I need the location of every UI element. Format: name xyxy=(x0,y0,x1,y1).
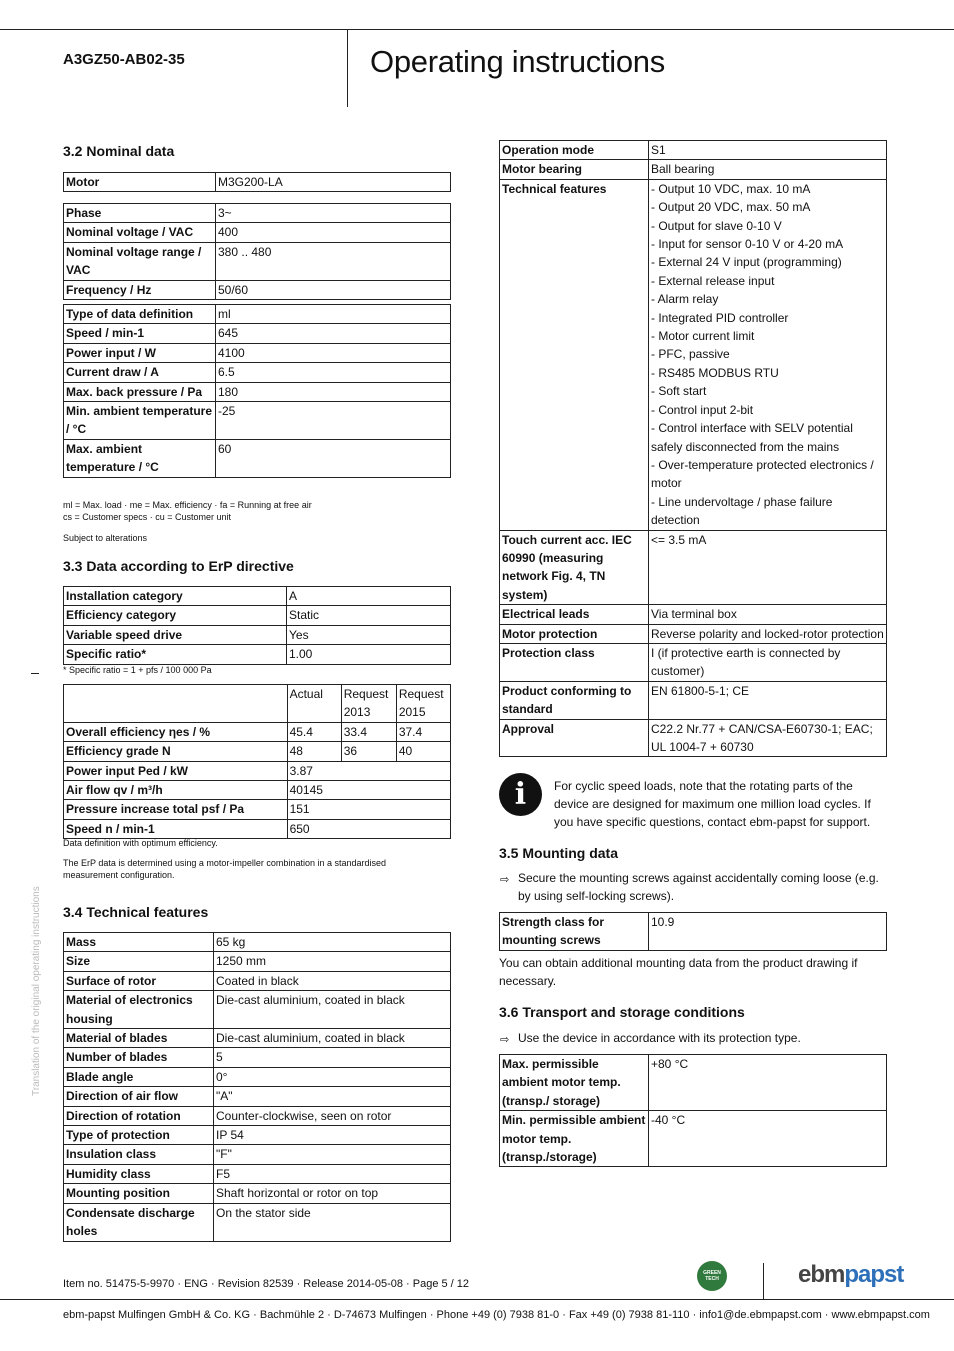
table-row xyxy=(64,343,451,362)
footer-item-line: Item no. 51475-5-9970 · ENG · Revision 82539 · Release 2014-05-08 · Page 5 / 12 xyxy=(63,1278,470,1290)
arrow-bullet-icon: ⇨ xyxy=(500,1034,510,1046)
table-row xyxy=(64,382,451,401)
erp-footnote: * Specific ratio = 1 + pfs / 100 000 Pa xyxy=(63,665,212,675)
row-value: 40 xyxy=(396,742,450,761)
side-caption: Translation of the original operating instructions xyxy=(31,886,42,1096)
info-text: For cyclic speed loads, note that the rotating parts of the device are designed for maximum one million load cycles. If you have specific questions, contact ebm-papst for support. xyxy=(554,779,871,829)
row-label: Blade angle xyxy=(64,1067,214,1086)
row-label: Air flow qv / m³/h xyxy=(64,781,288,800)
row-value: 60 xyxy=(216,439,451,477)
row-value: 645 xyxy=(216,324,451,343)
table-row xyxy=(64,587,451,606)
table-row xyxy=(64,173,451,192)
row-label: Direction of rotation xyxy=(64,1106,214,1125)
row-label: Motor xyxy=(64,173,216,192)
row-value: 3.87 xyxy=(287,761,450,780)
nominal-note-2: cs = Customer specs · cu = Customer unit xyxy=(63,512,232,522)
table-row xyxy=(500,681,887,719)
section-3-6-heading: 3.6 Transport and storage conditions xyxy=(499,1004,745,1020)
footer-company-line: ebm-papst Mulfingen GmbH & Co. KG · Bachmühle 2 · D-74673 Mulfingen · Phone +49 (0) 7938 81-0 · Fax +49 (0) 7938 81-110 · info1@de.ebmpapst.com · www.ebmpapst.com xyxy=(63,1309,930,1321)
table-row xyxy=(500,719,887,757)
row-value: 37.4 xyxy=(396,722,450,741)
row-value: 33.4 xyxy=(341,722,396,741)
table-header-row xyxy=(64,685,451,723)
row-value: 6.5 xyxy=(216,363,451,382)
column-header: Actual xyxy=(287,685,341,723)
table-row xyxy=(64,606,451,625)
column-header: Request 2015 xyxy=(396,685,450,723)
row-value: 400 xyxy=(216,223,451,242)
operation-table xyxy=(499,140,887,757)
header-divider xyxy=(347,29,348,107)
table-row xyxy=(64,1067,451,1086)
row-label: Mounting position xyxy=(64,1184,214,1203)
row-label: Direction of air flow xyxy=(64,1087,214,1106)
erp-note-1: Data definition with optimum efficiency. xyxy=(63,838,218,848)
row-value: Shaft horizontal or rotor on top xyxy=(214,1184,451,1203)
row-value: Via terminal box xyxy=(649,605,887,624)
row-label: Strength class for mounting screws xyxy=(500,913,649,951)
row-label: Nominal voltage / VAC xyxy=(64,223,216,242)
table-row xyxy=(64,1029,451,1048)
model-number: A3GZ50-AB02-35 xyxy=(63,51,185,68)
column-header xyxy=(64,685,288,723)
row-value: 50/60 xyxy=(216,280,451,299)
row-label: Min. permissible ambient motor temp. (transp./storage) xyxy=(500,1111,649,1167)
row-label: Frequency / Hz xyxy=(64,280,216,299)
table-row xyxy=(500,1111,887,1167)
nominal-note-3: Subject to alterations xyxy=(63,533,148,543)
row-label: Type of protection xyxy=(64,1126,214,1145)
row-value: <= 3.5 mA xyxy=(649,530,887,605)
table-row xyxy=(64,204,451,223)
row-label: Material of electronics housing xyxy=(64,991,214,1029)
table-row xyxy=(64,1106,451,1125)
row-label: Installation category xyxy=(64,587,287,606)
mounting-note: You can obtain additional mounting data from the product drawing if necessary. xyxy=(499,956,858,988)
table-row xyxy=(64,1203,451,1241)
table-row xyxy=(500,913,887,951)
erp-category-table xyxy=(63,586,451,665)
nominal-note-1: ml = Max. load · me = Max. efficiency · fa = Running at free air xyxy=(63,500,312,510)
row-value: - Output 10 VDC, max. 10 mA - Output 20 VDC, max. 50 mA - Output for slave 0-10 V - Input for sensor 0-10 V or 4-20 mA - External 24 V input (programming) - External release input - Alarm relay - Integrated PID controller - Motor current limit - PFC, passive - RS485 MODBUS RTU - Soft start - Control input 2-bit - Control interface with SELV potential safely disconnected from the mains - Over-temperature protected electronics / motor - Line undervoltage / phase failure detection xyxy=(649,179,887,530)
table-row xyxy=(64,933,451,952)
brand-logo: ebmpapst xyxy=(798,1261,904,1288)
row-label: Surface of rotor xyxy=(64,971,214,990)
row-value: 10.9 xyxy=(649,913,887,951)
row-value: 380 .. 480 xyxy=(216,242,451,280)
nominal-motor-table xyxy=(63,172,451,192)
section-3-3-heading: 3.3 Data according to ErP directive xyxy=(63,558,294,574)
row-value: 4100 xyxy=(216,343,451,362)
table-row xyxy=(64,280,451,299)
row-label: Material of blades xyxy=(64,1029,214,1048)
table-row xyxy=(500,643,887,681)
row-label: Condensate discharge holes xyxy=(64,1203,214,1241)
green-tech-badge-icon: GREEN TECH xyxy=(697,1261,727,1291)
row-label: Power input Ped / kW xyxy=(64,761,288,780)
row-value: 1250 mm xyxy=(214,952,451,971)
row-value: 65 kg xyxy=(214,933,451,952)
row-value: IP 54 xyxy=(214,1126,451,1145)
row-label: Insulation class xyxy=(64,1145,214,1164)
row-label: Current draw / A xyxy=(64,363,216,382)
table-row xyxy=(64,722,451,741)
row-value: EN 61800-5-1; CE xyxy=(649,681,887,719)
section-3-2-heading: 3.2 Nominal data xyxy=(63,143,175,159)
table-row xyxy=(64,1164,451,1183)
row-label: Humidity class xyxy=(64,1164,214,1183)
row-value: -40 °C xyxy=(649,1111,887,1167)
table-row xyxy=(64,1126,451,1145)
section-3-5-heading: 3.5 Mounting data xyxy=(499,845,618,861)
row-value: Reverse polarity and locked-rotor protection xyxy=(649,624,887,643)
row-value: C22.2 Nr.77 + CAN/CSA-E60730-1; EAC; UL 1004-7 + 60730 xyxy=(649,719,887,757)
row-label: Operation mode xyxy=(500,141,649,160)
row-label: Number of blades xyxy=(64,1048,214,1067)
row-label: Variable speed drive xyxy=(64,625,287,644)
row-label: Speed n / min-1 xyxy=(64,819,288,838)
row-value: "F" xyxy=(214,1145,451,1164)
table-row xyxy=(500,624,887,643)
section-3-4-heading: 3.4 Technical features xyxy=(63,904,209,920)
table-row xyxy=(500,530,887,605)
table-row xyxy=(64,742,451,761)
row-label: Approval xyxy=(500,719,649,757)
row-value: 40145 xyxy=(287,781,450,800)
technical-features-table xyxy=(63,932,451,1242)
table-row xyxy=(64,952,451,971)
table-row xyxy=(64,819,451,838)
footer-divider xyxy=(763,1263,764,1299)
row-label: Mass xyxy=(64,933,214,952)
table-row xyxy=(64,1145,451,1164)
row-label: Technical features xyxy=(500,179,649,530)
table-row xyxy=(64,625,451,644)
row-value: A xyxy=(287,587,451,606)
table-row xyxy=(64,1048,451,1067)
row-label: Max. permissible ambient motor temp. (transp./ storage) xyxy=(500,1055,649,1111)
row-value: -25 xyxy=(216,402,451,440)
table-row xyxy=(64,1087,451,1106)
row-value: Static xyxy=(287,606,451,625)
row-label: Efficiency category xyxy=(64,606,287,625)
row-value: Counter-clockwise, seen on rotor xyxy=(214,1106,451,1125)
table-row xyxy=(500,179,887,530)
table-row xyxy=(64,971,451,990)
row-value: ml xyxy=(216,305,451,324)
table-row xyxy=(500,1055,887,1111)
row-value: On the stator side xyxy=(214,1203,451,1241)
row-label: Max. back pressure / Pa xyxy=(64,382,216,401)
row-value: "A" xyxy=(214,1087,451,1106)
table-row xyxy=(64,439,451,477)
row-value: S1 xyxy=(649,141,887,160)
row-value: 650 xyxy=(287,819,450,838)
column-header: Request 2013 xyxy=(341,685,396,723)
row-label: Power input / W xyxy=(64,343,216,362)
table-row xyxy=(64,800,451,819)
row-value: Die-cast aluminium, coated in black xyxy=(214,1029,451,1048)
table-row xyxy=(64,242,451,280)
row-label: Phase xyxy=(64,204,216,223)
row-value: 0° xyxy=(214,1067,451,1086)
footer-rule xyxy=(0,1299,954,1300)
arrow-bullet-icon: ⇨ xyxy=(500,874,510,886)
mounting-table xyxy=(499,912,887,951)
row-label: Speed / min-1 xyxy=(64,324,216,343)
row-label: Motor protection xyxy=(500,624,649,643)
table-row xyxy=(64,781,451,800)
header-top-rule xyxy=(0,29,954,30)
row-value: Die-cast aluminium, coated in black xyxy=(214,991,451,1029)
row-label: Motor bearing xyxy=(500,160,649,179)
row-value: Yes xyxy=(287,625,451,644)
row-label: Efficiency grade N xyxy=(64,742,288,761)
table-row xyxy=(64,991,451,1029)
row-label: Electrical leads xyxy=(500,605,649,624)
row-label: Size xyxy=(64,952,214,971)
row-value: 3~ xyxy=(216,204,451,223)
row-value: I (if protective earth is connected by customer) xyxy=(649,643,887,681)
row-value: 45.4 xyxy=(287,722,341,741)
table-row xyxy=(500,141,887,160)
mounting-instruction: Secure the mounting screws against accidentally coming loose (e.g. by using self-locking screws). xyxy=(518,871,879,903)
row-label: Protection class xyxy=(500,643,649,681)
table-row xyxy=(64,1184,451,1203)
row-value: 48 xyxy=(287,742,341,761)
table-row xyxy=(500,160,887,179)
row-value: F5 xyxy=(214,1164,451,1183)
row-label: Specific ratio* xyxy=(64,645,287,664)
info-icon: i xyxy=(499,773,542,816)
row-label: Pressure increase total psf / Pa xyxy=(64,800,288,819)
row-value: +80 °C xyxy=(649,1055,887,1111)
row-value: 151 xyxy=(287,800,450,819)
margin-tick xyxy=(31,673,39,674)
table-row xyxy=(64,402,451,440)
row-value: Coated in black xyxy=(214,971,451,990)
row-label: Nominal voltage range / VAC xyxy=(64,242,216,280)
nominal-performance-table xyxy=(63,304,451,478)
transport-instruction: Use the device in accordance with its protection type. xyxy=(518,1031,801,1045)
transport-table xyxy=(499,1054,887,1167)
row-label: Type of data definition xyxy=(64,305,216,324)
row-value: Ball bearing xyxy=(649,160,887,179)
row-value: 36 xyxy=(341,742,396,761)
erp-efficiency-table xyxy=(63,684,451,839)
table-row xyxy=(64,761,451,780)
row-value: 180 xyxy=(216,382,451,401)
row-value: M3G200-LA xyxy=(216,173,451,192)
table-row xyxy=(64,223,451,242)
row-value: 1.00 xyxy=(287,645,451,664)
table-row xyxy=(64,305,451,324)
row-value: 5 xyxy=(214,1048,451,1067)
page-title: Operating instructions xyxy=(370,44,665,79)
row-label: Max. ambient temperature / °C xyxy=(64,439,216,477)
table-row xyxy=(64,363,451,382)
table-row xyxy=(64,324,451,343)
row-label: Product conforming to standard xyxy=(500,681,649,719)
erp-note-2: The ErP data is determined using a motor-impeller combination in a standardised measurement configuration. xyxy=(63,858,387,880)
nominal-electrical-table xyxy=(63,203,451,300)
row-label: Overall efficiency ηes / % xyxy=(64,722,288,741)
row-label: Min. ambient temperature / °C xyxy=(64,402,216,440)
table-row xyxy=(500,605,887,624)
row-label: Touch current acc. IEC 60990 (measuring network Fig. 4, TN system) xyxy=(500,530,649,605)
table-row xyxy=(64,645,451,664)
